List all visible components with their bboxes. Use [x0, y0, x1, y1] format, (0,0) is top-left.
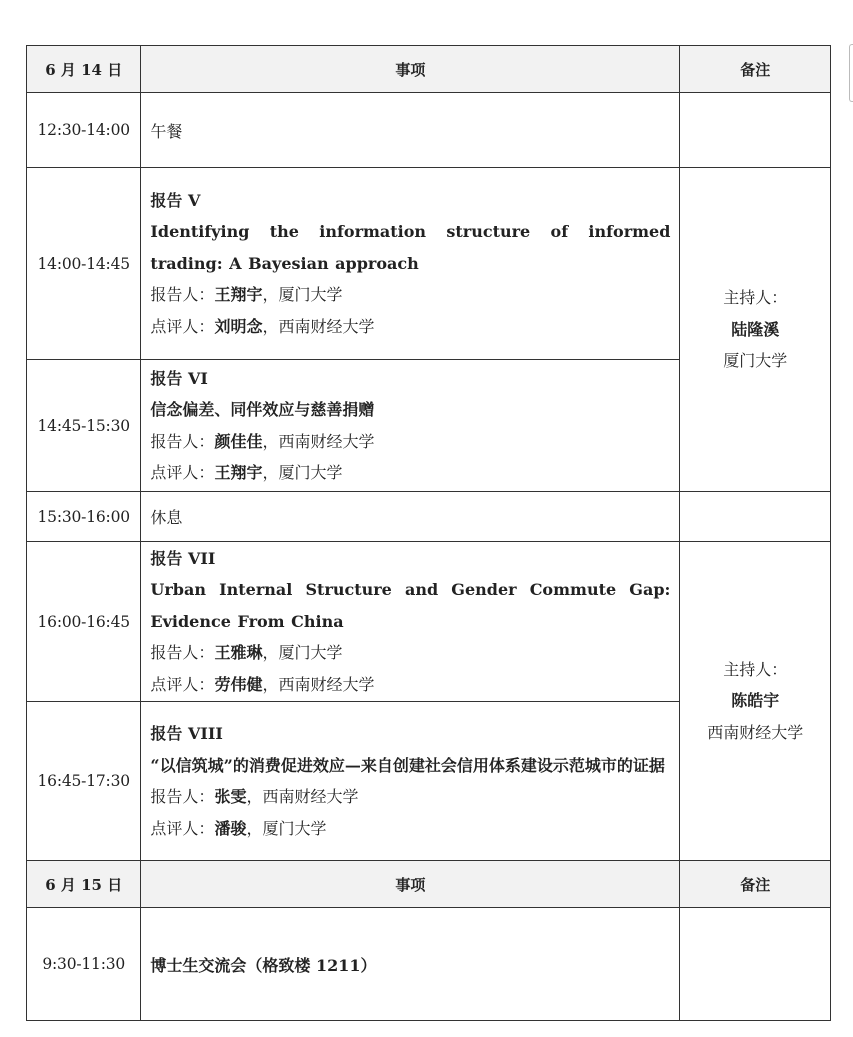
table-row	[27, 168, 831, 360]
item-cell	[141, 360, 680, 492]
host-label: 主持人：	[723, 659, 788, 679]
report-title: Identifying the information structure of informed trading: A Bayesian approach	[150, 222, 671, 273]
reporter-line	[150, 781, 670, 813]
table-row	[27, 93, 831, 168]
reviewer-org: ，西南财经大学	[262, 316, 375, 336]
time-cell: 14:00-14:45	[27, 168, 141, 360]
header-row-day2	[27, 861, 831, 908]
reviewer-line	[150, 457, 670, 489]
reporter-label: 报告人：	[150, 643, 215, 663]
item-cell: 午餐	[141, 93, 680, 168]
reviewer-name: 王翔宇	[214, 463, 263, 482]
host-org: 厦门大学	[723, 351, 788, 371]
table-row	[27, 492, 831, 542]
time-cell: 16:45-17:30	[27, 702, 141, 861]
report-title: Urban Internal Structure and Gender Commute Gap: Evidence From China	[150, 580, 671, 631]
time-cell: 15:30-16:00	[27, 492, 141, 542]
date-header: 6 月 15 日	[27, 861, 141, 908]
host-name: 陈皓宇	[731, 691, 780, 711]
reporter-name: 王雅琳	[214, 643, 263, 663]
reviewer-name: 潘骏	[214, 818, 247, 838]
item-header: 事项	[141, 861, 680, 908]
time-cell: 14:45-15:30	[27, 360, 141, 492]
report-tag: 报告 VII	[150, 548, 216, 568]
reviewer-org: ，厦门大学	[246, 818, 327, 838]
note-cell	[680, 93, 831, 168]
reviewer-line	[150, 669, 670, 701]
reporter-name: 王翔宇	[214, 285, 263, 305]
reporter-label: 报告人：	[150, 285, 215, 305]
reviewer-label: 点评人：	[150, 316, 215, 336]
reporter-line	[150, 279, 670, 311]
reporter-org: ，厦门大学	[262, 643, 343, 663]
item-cell	[141, 168, 680, 360]
item-header: 事项	[141, 46, 680, 93]
reporter-line	[150, 637, 670, 669]
reviewer-line	[150, 311, 670, 343]
report-tag: 报告 VIII	[150, 724, 223, 743]
item-cell: 休息	[141, 492, 680, 542]
reporter-line	[150, 426, 670, 458]
reporter-label: 报告人：	[150, 787, 215, 806]
reporter-org: ，厦门大学	[262, 285, 343, 305]
report-tag: 报告 VI	[150, 368, 208, 388]
reviewer-org: ，西南财经大学	[262, 674, 375, 694]
report-title: “以信筑城”的消费促进效应—来自创建社会信用体系建设示范城市的证据	[150, 755, 665, 775]
report-title: 信念偏差、同伴效应与慈善捐赠	[150, 400, 375, 419]
note-header: 备注	[680, 46, 831, 93]
header-row-day1	[27, 46, 831, 93]
note-cell	[680, 492, 831, 542]
report-tag: 报告 V	[150, 190, 201, 210]
date-header: 6 月 14 日	[27, 46, 141, 93]
reviewer-name: 刘明念	[214, 316, 263, 336]
page-edge	[849, 44, 853, 102]
host-name: 陆隆溪	[731, 319, 780, 339]
reporter-name: 颜佳佳	[214, 431, 263, 451]
table-row	[27, 908, 831, 1021]
item-cell	[141, 702, 680, 861]
reviewer-line	[150, 813, 670, 845]
host-cell	[680, 168, 831, 492]
note-header: 备注	[680, 861, 831, 908]
reporter-org: ，西南财经大学	[246, 787, 359, 806]
host-cell	[680, 542, 831, 861]
note-cell	[680, 908, 831, 1021]
reviewer-label: 点评人：	[150, 818, 215, 838]
reviewer-label: 点评人：	[150, 674, 215, 694]
time-cell: 16:00-16:45	[27, 542, 141, 702]
table-row	[27, 542, 831, 702]
reviewer-name: 劳伟健	[214, 674, 263, 694]
schedule-table	[26, 45, 831, 1021]
time-cell: 12:30-14:00	[27, 93, 141, 168]
host-org: 西南财经大学	[707, 722, 804, 742]
item-cell	[141, 542, 680, 702]
reporter-label: 报告人：	[150, 431, 215, 451]
reporter-org: ，西南财经大学	[262, 431, 375, 451]
reporter-name: 张雯	[214, 787, 247, 806]
reviewer-label: 点评人：	[150, 463, 215, 482]
item-cell: 博士生交流会（格致楼 1211）	[141, 908, 680, 1021]
host-label: 主持人：	[723, 288, 788, 308]
reviewer-org: ，厦门大学	[262, 463, 343, 482]
time-cell: 9:30-11:30	[27, 908, 141, 1021]
